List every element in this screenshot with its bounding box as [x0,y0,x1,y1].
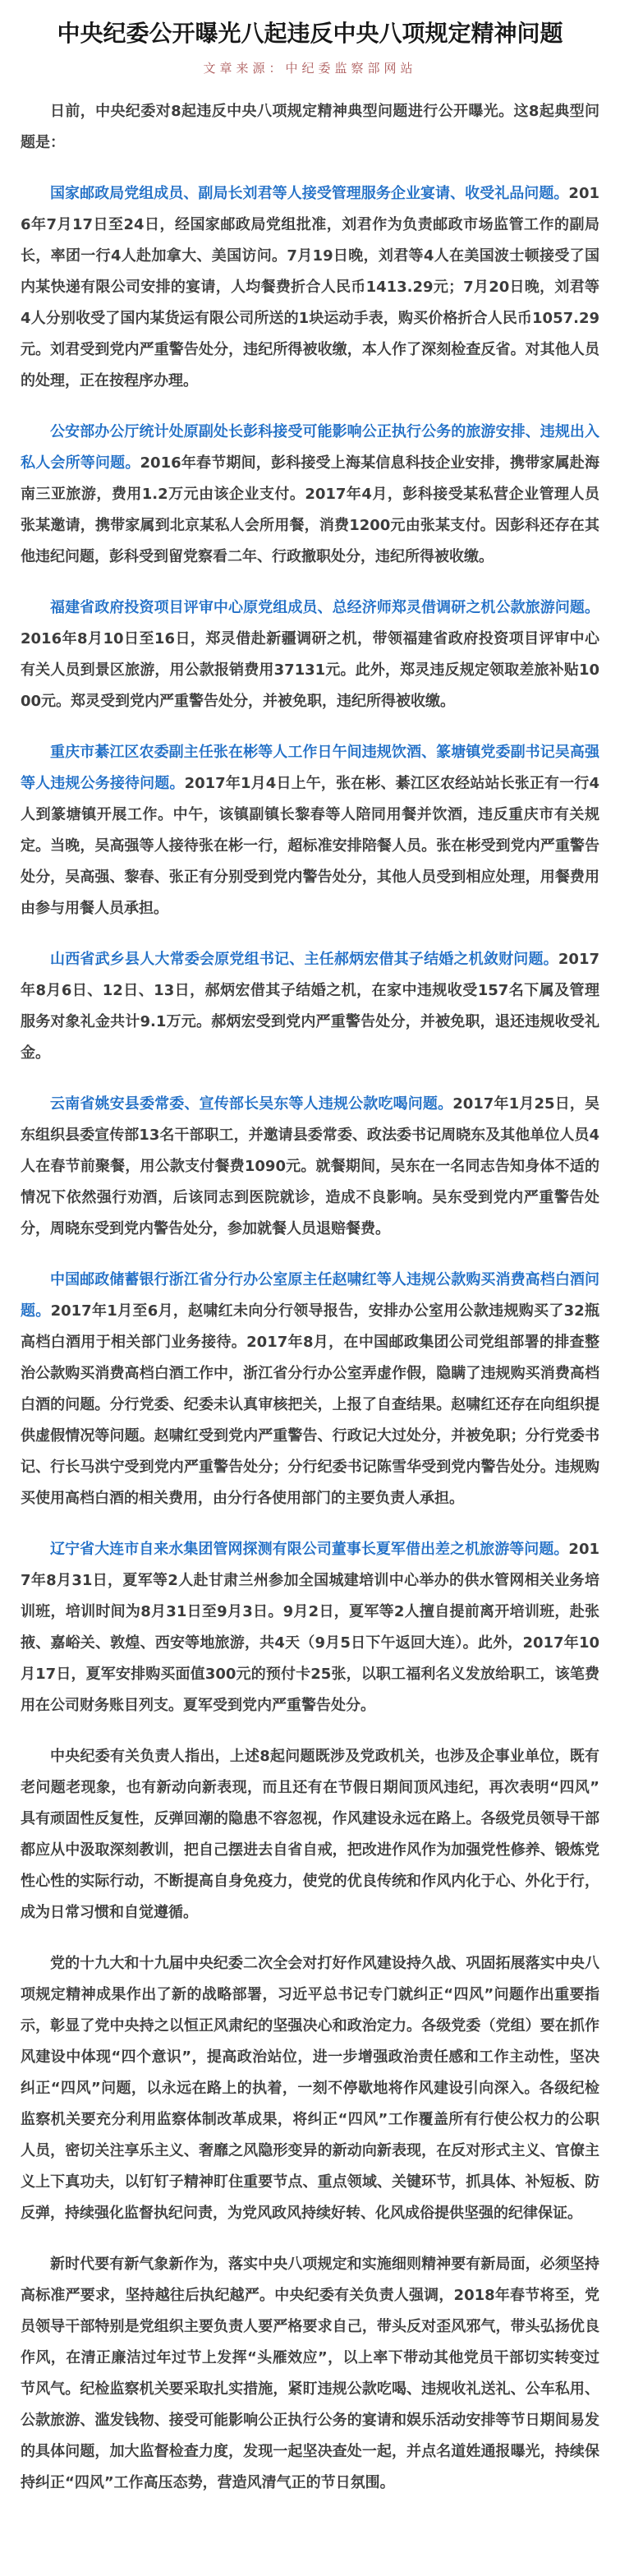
case-body-8: 2017年8月31日，夏军等2人赴甘肃兰州参加全国城建培训中心举办的供水管网相关业务培训班，培训时间为8月31日至9月3日。9月2日，夏军等2人擅自提前离开培训班，赴张掖、嘉峪关、敦煌、西安等地旅游，共4天（9月5日下午返回大连）。此外，2017年10月17日，夏军安排购买面值300元的预付卡25张，以职工福利名义发放给职工，该笔费用在公司财务账目列支。夏军受到党内严重警告处分。 [21,1540,599,1714]
case-paragraph-2 [21,417,599,573]
case-lead-8: 辽宁省大连市自来水集团管网探测有限公司董事长夏军借出差之机旅游等问题。 [50,1540,569,1558]
case-paragraph-1 [21,178,599,397]
case-paragraph-4 [21,737,599,924]
case-lead-4: 重庆市綦江区农委副主任张在彬等人工作日午间违规饮酒、篆塘镇党委副书记吴高强等人违规公务接待问题。 [21,743,599,792]
case-body-7: 2017年1月至6月，赵啸红未向分行领导报告，安排办公室用公款违规购买了32瓶高档白酒用于相关部门业务接待。2017年8月，在中国邮政集团公司党组部署的排查整治公款购买消费高档白酒工作中，浙江省分行办公室弄虚作假，隐瞒了违规购买消费高档白酒的问题。分行党委、纪委未认真审核把关，上报了自查结果。赵啸红还存在向组织提供虚假情况等问题。赵啸红受到党内严重警告、行政记大过处分，并被免职；分行党委书记、行长马洪宁受到党内严重警告处分；分行纪委书记陈雪华受到党内警告处分。违规购买使用高档白酒的相关费用，由分行各使用部门的主要负责人承担。 [21,1302,599,1507]
case-paragraph-7 [21,1265,599,1514]
case-paragraph-3 [21,592,599,717]
closing-paragraph-1: 中央纪委有关负责人指出，上述8起问题既涉及党政机关，也涉及企事业单位，既有老问题老现象，也有新动向新表现，而且还有在节假日期间顶风违纪，再次表明“四风”具有顽固性反复性，反弹回潮的隐患不容忽视，作风建设永远在路上。各级党员领导干部都应从中汲取深刻教训，把自己摆进去自省自戒，把改进作风作为加强党性修养、锻炼党性心性的实际行动，不断提高自身免疫力，使党的优良传统和作风内化于心、外化于行，成为日常习惯和自觉遵循。 [21,1747,599,1921]
case-lead-2: 公安部办公厅统计处原副处长彭科接受可能影响公正执行公务的旅游安排、违规出入私人会所等问题。 [21,422,599,472]
case-body-1: 2016年7月17日至24日，经国家邮政局党组批准，刘君作为负责邮政市场监管工作的副局长，率团一行4人赴加拿大、美国访问。7月19日晚，刘君等4人在美国波士顿接受了国内某快递有限公司安排的宴请，人均餐费折合人民币1413.29元；7月20日晚，刘君等4人分别收受了国内某货运有限公司所送的1块运动手表，购买价格折合人民币1057.29元。刘君受到党内严重警告处分，违纪所得被收缴，本人作了深刻检查反省。对其他人员的处理，正在按程序办理。 [21,184,599,389]
case-lead-5: 山西省武乡县人大常委会原党组书记、主任郝炳宏借其子结婚之机敛财问题。 [50,950,558,968]
case-body-3: 2016年8月10日至16日，郑灵借赴新疆调研之机，带领福建省政府投资项目评审中心有关人员到景区旅游，用公款报销费用37131元。此外，郑灵违反规定领取差旅补贴1000元。郑灵受到党内严重警告处分，并被免职，违纪所得被收缴。 [21,629,599,710]
intro-paragraph: 日前，中央纪委对8起违反中央八项规定精神典型问题进行公开曝光。这8起典型问题是： [21,102,599,151]
page-title: 中央纪委公开曝光八起违反中央八项规定精神问题 [57,20,563,47]
case-lead-7: 中国邮政储蓄银行浙江省分行办公室原主任赵啸红等人违规公款购买消费高档白酒问题。 [21,1270,599,1320]
case-paragraph-8 [21,1534,599,1721]
case-body-6: 2017年1月25日，吴东组织县委宣传部13名干部职工，并邀请县委常委、政法委书记周晓东及其他单位人员4人在春节前聚餐，用公款支付餐费1090元。就餐期间，吴东在一名同志告知身体不适的情况下依然强行劝酒，后该同志到医院就诊，造成不良影响。吴东受到党内严重警告处分，周晓东受到党内警告处分，参加就餐人员退赔餐费。 [21,1094,600,1237]
case-lead-3: 福建省政府投资项目评审中心原党组成员、总经济师郑灵借调研之机公款旅游问题。 [50,598,599,616]
case-paragraph-6 [21,1089,599,1245]
closing-paragraph-2: 党的十九大和十九届中央纪委二次全会对打好作风建设持久战、巩固拓展落实中央八项规定精神成果作出了新的战略部署，习近平总书记专门就纠正“四风”问题作出重要指示，彰显了党中央持之以恒正风肃纪的坚强决心和政治定力。各级党委（党组）要在抓作风建设中体现“四个意识”，提高政治站位，进一步增强政治责任感和工作主动性，坚决纠正“四风”问题，以永远在路上的执着，一刻不停歇地将作风建设引向深入。各级纪检监察机关要充分利用监察体制改革成果，将纠正“四风”工作覆盖所有行使公权力的公职人员，密切关注享乐主义、奢靡之风隐形变异的新动向新表现，在反对形式主义、官僚主义上下真功夫，以钉钉子精神盯住重要节点、重点领域、关键环节，抓具体、补短板、防反弹，持续强化监督执纪问责，为党风政风持续好转、化风成俗提供坚强的纪律保证。 [21,1954,599,2222]
case-lead-6: 云南省姚安县委常委、宣传部长吴东等人违规公款吃喝问题。 [50,1094,453,1113]
case-body-5: 2017年8月6日、12日、13日，郝炳宏借其子结婚之机，在家中违规收受157名下属及管理服务对象礼金共计9.1万元。郝炳宏受到党内严重警告处分，并被免职，退还违规收受礼金。 [21,950,599,1062]
case-body-4: 2017年1月4日上午，张在彬、綦江区农经站站长张正有一行4人到篆塘镇开展工作。中午，该镇副镇长黎春等人陪同用餐并饮酒，违反重庆市有关规定。当晚，吴高强等人接待张在彬一行，超标准安排陪餐人员。张在彬受到党内严重警告处分，吴高强、黎春、张正有分别受到党内警告处分，其他人员受到相应处理，用餐费用由参与用餐人员承担。 [21,774,600,917]
closing-paragraph-3: 新时代要有新气象新作为，落实中央八项规定和实施细则精神要有新局面，必须坚持高标准严要求，坚持越往后执纪越严。中央纪委有关负责人强调，2018年春节将至，党员领导干部特别是党组织主要负责人要严格要求自己，带头反对歪风邪气，带头弘扬优良作风，在清正廉洁过年过节上发挥“头雁效应”，以上率下带动其他党员干部切实转变过节风气。纪检监察机关要采取扎实措施，紧盯违规公款吃喝、违规收礼送礼、公车私用、公款旅游、滥发钱物、接受可能影响公正执行公务的宴请和娱乐活动安排等节日期间易发的具体问题，加大监督检查力度，发现一起坚决查处一起，并点名道姓通报曝光，持续保持纠正“四风”工作高压态势，营造风清气正的节日氛围。 [21,2255,599,2491]
article-source-line: 文章来源：中纪委监察部网站 [203,60,417,76]
case-paragraph-5 [21,944,599,1069]
case-body-2: 2016年春节期间，彭科接受上海某信息科技企业安排，携带家属赴海南三亚旅游，费用1.2万元由该企业支付。2017年4月，彭科接受某私营企业管理人员张某邀请，携带家属到北京某私人会所用餐，消费1200元由张某支付。因彭科还存在其他违纪问题，彭科受到留党察看二年、行政撤职处分，违纪所得被收缴。 [21,454,599,565]
case-lead-1: 国家邮政局党组成员、副局长刘君等人接受管理服务企业宴请、收受礼品问题。 [50,184,569,202]
